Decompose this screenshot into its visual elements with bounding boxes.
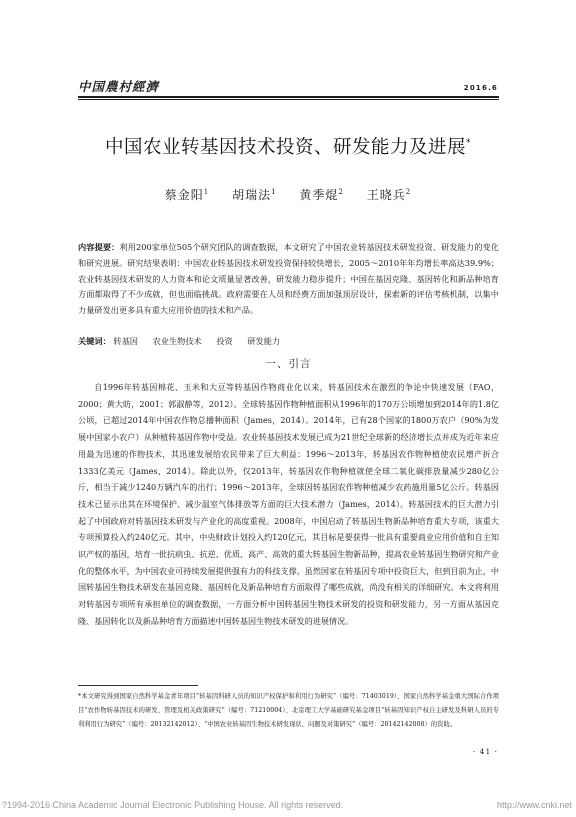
title-footnote-mark: * [466,138,471,148]
keyword: 转基因 [113,336,138,346]
header-rule-thick [78,96,499,98]
body-paragraph: 自1996年转基因棉花、玉米和大豆等转基因作物商业化以来，转基因技术在激烈的争论中快速发展（FAO，2000；黄大昉，2001；郭淑静等，2012）。全球转基因作物种植面积从1996年的170万公顷增加到2014年的1.8亿公顷，已超过2014年中国农作物总播种面积（James，2014）。2014年，已有28个国家的1800万农户（90%为发展中国家小农户）从种植转基因作物中受益。农业转基因技术发展已成为21世纪全球新的经济增长点并成为近年来应用最为迅速的作物技术，其迅速发展给农民带来了巨大利益：1996～2013年，转基因农作物种植使农民增产折合1333亿美元（James，2014）。除此以外，仅2013年，转基因农作物种植就使全球二氧化碳排放量减少280亿公斤，相当于减少1240万辆汽车的出行；1996～2013年，全球因转基因农作物种植减少农药施用量5亿公斤。转基因技术已显示出其在环境保护、减少温室气体排放等方面的巨大技术潜力（James，2014）。转基因技术的巨大潜力引起了中国政府对转基因技术研发与产业化的高度重视。2008年，中国启动了转基因生物新品种培育重大专项，该重大专项预算投入约240亿元。其中，中央财政计划投入约120亿元，其目标是要获得一批具有重要商业应用价值和自主知识产权的基因，培育一批抗病虫、抗逆、优质、高产、高效的重大转基因生物新品种，提高农业转基因生物研究和产业化的整体水平，为中国农业可持续发展提供强有力的科技支撑。虽然国家在转基因专项中投资巨大，但到目前为止，中国转基因生物技术研发在基因克隆、基因转化及新品种培育方面取得了哪些成就，尚没有相关的详细研究。本文将利用对转基因专项所有承担单位的调查数据，一方面分析中国转基因生物技术研发的投资和研发能力，另一方面从基因克隆、基因转化以及新品种培育方面描述中国转基因生物技术研发的进展情况。 [78,382,499,626]
abstract-label: 内容提要： [78,242,120,252]
section-heading: 一、引言 [265,358,312,370]
author-name: 蔡金阳 [164,188,204,202]
title-text: 中国农业转基因技术投资、研发能力及进展 [104,137,466,158]
author-affiliation: 2 [405,188,412,196]
author-name: 胡瑞法 [232,188,272,202]
cnki-link[interactable]: http://www.cnki.net [496,800,572,810]
author-list [40,186,536,203]
paper-title [40,133,536,159]
author-affiliation: 1 [271,188,277,196]
abstract-text: 利用200家单位505个研究团队的调查数据，本文研究了中国农业转基因技术研发投资、研发能力的变化和研究进展。研究结果表明：中国农业转基因技术研发投资保持较快增长，2005～2010年年均增长率高达39.9%；农业转基因技术研发的人力资本和论文质量显著改善，研发能力稳步提升；中国在基因克隆、基因转化和新品种培育方面都取得了不少成就，但也面临挑战。政府需要在人员和经费方面加强顶层设计，探索新的评估考核机制，以集中力量研发出更多具有重大应用价值的技术和产品。 [78,242,499,316]
author [232,188,276,202]
page-number: · 41 · [472,747,498,756]
journal-logo: 中国農村經濟 [78,79,160,94]
footnote: *本文研究得到国家自然科学基金青年项目“转基因科研人员的知识产权保护和利用行为研究”（编号：71403019）、国家自然科学基金重大国际合作项目“农作物转基因技术的研发、管理及相关政策研究”（编号：71210004）、北京理工大学基础研究基金项目“转基因知识产权自主研发及科研人员的专利利用行为研究”（编号：20132142012）、“中国农业转基因生物技术研发现状、问题及对策研究”（编号：20142142008）的资助。 [78,693,499,728]
author-name: 王晓兵 [366,188,406,202]
keyword: 研发能力 [247,336,281,346]
keywords [78,334,499,348]
author [367,188,411,202]
keyword: 投资 [216,336,233,346]
masthead [78,73,498,95]
footnote-rule [78,685,198,686]
author [299,188,343,202]
header-rule-thin [78,99,499,100]
keyword: 农业生物技术 [152,336,202,346]
keywords-label: 关键词： [78,336,111,346]
author-affiliation: 1 [203,188,210,196]
abstract [78,240,499,319]
copyright-notice: ?1994-2016 China Academic Journal Electronic Publishing House. All rights reserved. [2,800,344,810]
author [165,188,209,202]
author-affiliation: 2 [338,188,344,196]
author-name: 黄季焜 [299,188,339,202]
issue-number: 2016.6 [463,84,498,92]
